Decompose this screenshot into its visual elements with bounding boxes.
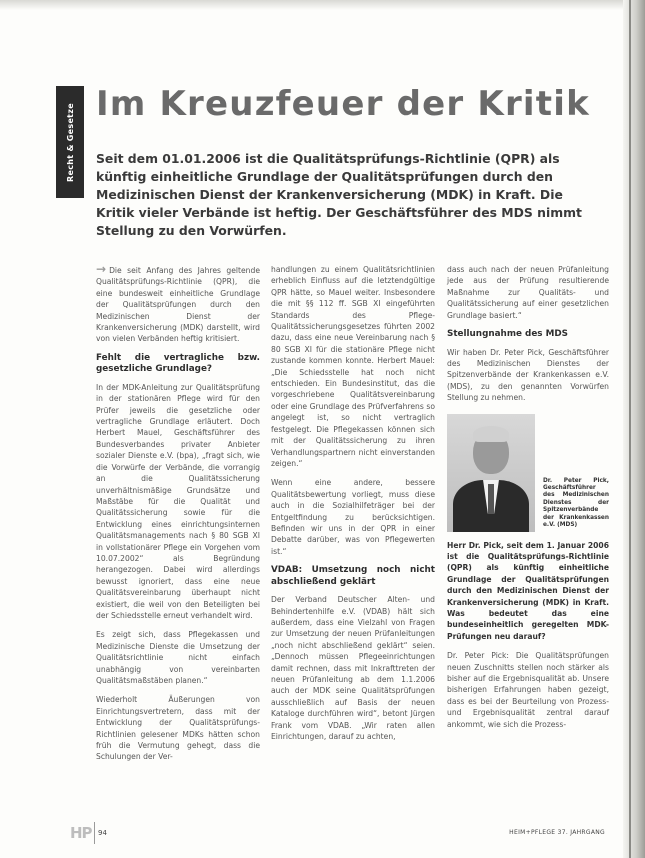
page-binding-shadow: [623, 0, 645, 858]
subheading-grundlage: Fehlt die vertragliche bzw. gesetzliche Grundlage?: [96, 352, 260, 375]
publication-info: HEIM+PFLEGE 37. JAHRGANG: [509, 829, 605, 836]
paragraph: Es zeigt sich, dass Pflegekassen und Medizinische Dienste die Umsetzung der Qualitätsrichtlinie nicht einfach unabhängig von vereinbarten Qualitätsmaßstäben planen.“: [96, 630, 260, 685]
text-column-1: [96, 264, 260, 771]
paragraph: Wir haben Dr. Peter Pick, Geschäftsführer des Medizinischen Dienstes der Spitzenverbände der Krankenkassen e.V. (MDS), zu den genannten Vorwürfen Stellung zu nehmen.: [447, 347, 609, 403]
section-tab: [56, 86, 84, 198]
footer-divider: [94, 822, 95, 844]
interview-answer: Dr. Peter Pick: Die Qualitätsprüfungen neuen Zuschnitts stellen noch stärker als bisher auf die Ergebnisqualität ab. Unsere bisherigen Erfahrungen haben gezeigt, dass es bei der Beurteilung von Prozess- und Ergebnisqualität zentral darauf ankommt, wie sich die Prozess-: [447, 651, 609, 729]
intro-text: Die seit Anfang des Jahres geltende Qualitätsprüfungs-Richtlinie (QPR), die eine bundesweit einheitliche Grundlage der Qualitätsprüfungen durch den Medizinischen Dienst der Krankenversicherung (MDK) darstellt, wird von vielen Verbänden heftig kritisiert.: [96, 266, 260, 344]
article-deck: Seit dem 01.01.2006 ist die Qualitätsprüfungs-Richtlinie (QPR) als künftig einheitliche Grundlage der Qualitätsprüfungen durch den Medizinischen Dienst der Krankenversicherung (MDK) in Kraft. Die Kritik vieler Verbände ist heftig. Der Geschäftsführer des MDS nimmt Stellung zu den Vorwürfen.: [96, 151, 582, 238]
interview-question: Herr Dr. Pick, seit dem 1. Januar 2006 ist die Qualitätsprüfungs-Richtlinie (QPR) als künftig einheitliche Grundlage der Qualitätsprüfungen durch den Medizinischen Dienst der Krankenversicherung (MDK) in Kraft. Was bedeutet das eine bundeseinheitlich geregelten MDK-Prüfungen neu darauf?: [447, 540, 609, 641]
paragraph: In der MDK-Anleitung zur Qualitätsprüfung in der stationären Pflege wird für den Prüfer jeweils die gesetzliche oder vertragliche Grundlage erläutert. Doch Herbert Mauel, Geschäftsführer des Bundesverbandes privater Anbieter sozialer Dienste e.V. (bpa), „fragt sich, wie die Vorwürfe der Verbände, die vorrangig an die Qualitätssicherung unverhältnismäßige Grundsätze und Maßstäbe für die Qualität und Qualitätssicherung sowie für die Entwicklung eines einrichtungsinternen Qualitätsmanagements nach § 80 SGB XI in vollstationärer Pflege ein Vorgehen vom 10.07.2002“ als Begründung herangezogen. Dabei wird allerdings bewusst ignoriert, dass eine neue Qualitätsvereinbarung überhaupt nicht existiert, die weil von den Beteiligten bei der Schiedsstelle erneut verhandelt wird.: [96, 382, 260, 620]
paragraph: Wenn eine andere, bessere Qualitätsbewertung vorliegt, muss diese auch in die Sozialhilfeträger bei der Entgeltfindung zu berücksichtigen. Befinden wir uns in der QPR in einer Debatte darüber, was von Pflegewerten ist.“: [271, 478, 435, 556]
arrow-right-icon: →: [96, 262, 107, 276]
text-column-2: [271, 264, 435, 750]
footer-logo: HP: [70, 824, 92, 842]
paragraph: dass auch nach der neuen Prüfanleitung jede aus der Prüfung resultierende Maßnahme zur Qualitäts- und Qualitätssicherung auf einer gesetzlichen Grundlage basiert.“: [447, 265, 609, 320]
portrait-photo: [447, 414, 535, 532]
photo-caption: Dr. Peter Pick, Geschäftsführer des Medizinischen Dienstes der Spitzenverbände der Krankenkassen e.V. (MDS): [543, 477, 609, 528]
section-tab-label: Recht & Gesetze: [65, 102, 75, 182]
paragraph: Wiederholt Äußerungen von Einrichtungsvertretern, dass mit der Entwicklung der Qualitätsprüfungs-Richtlinien gelesener MDKs hätten schon früh die Vermutung gehegt, dass die Schulungen der Ver-: [96, 695, 260, 762]
intro-paragraph: [96, 264, 260, 345]
article-title: Im Kreuzfeuer der Kritik: [96, 84, 590, 124]
paragraph: handlungen zu einem Qualitätsrichtlinien erheblich Einfluss auf die letztendgültige QPR hätte, so Mauel weiter. Insbesondere die mit §§ 112 ff. SGB XI eingeführten Standards des Pflege-Qualitätssicherungsgesetzes führten 2002 dazu, dass eine neue Vereinbarung nach § 80 SGB XI für die stationäre Pflege nicht zustande kommen konnte. Herbert Mauel: „Die Schiedsstelle hat noch nicht entschieden. Ein Bundesinstitut, das die vorgeschriebene Qualitätsvereinbarung oder eine Grundlage des Prüfverfahrens so angelegt ist, so nicht vertraglich festgelegt. Die Pflegekassen können sich mit der Qualitätssicherung zu ihren Verhandlungspartnern nicht einverstanden zeigen.“: [271, 265, 435, 468]
subheading-mds: Stellungnahme des MDS: [447, 329, 568, 340]
page-number: 94: [98, 829, 107, 837]
text-column-3: [447, 264, 609, 738]
subheading-vdab: VDAB: Umsetzung noch nicht abschließend geklärt: [271, 565, 435, 587]
paragraph: Der Verband Deutscher Alten- und Behindertenhilfe e.V. (VDAB) hält sich außerdem, dass eine Vielzahl von Fragen zur Umsetzung der neuen Prüfanleitungen „noch nicht abschließend geklärt“ seien. „Dennoch müssen Pflegeeinrichtungen damit rechnen, dass mit Inkrafttreten der neuen Prüfanleitung ab dem 1.1.2006 auch der MDK seine Qualitätsprüfungen ausschließlich auf Basis der neuen Kataloge durchführen wird“, betont Jürgen Frank vom VDAB. „Wir raten allen Einrichtungen, darauf zu achten,: [271, 595, 435, 742]
page-top-shadow: [0, 0, 645, 10]
